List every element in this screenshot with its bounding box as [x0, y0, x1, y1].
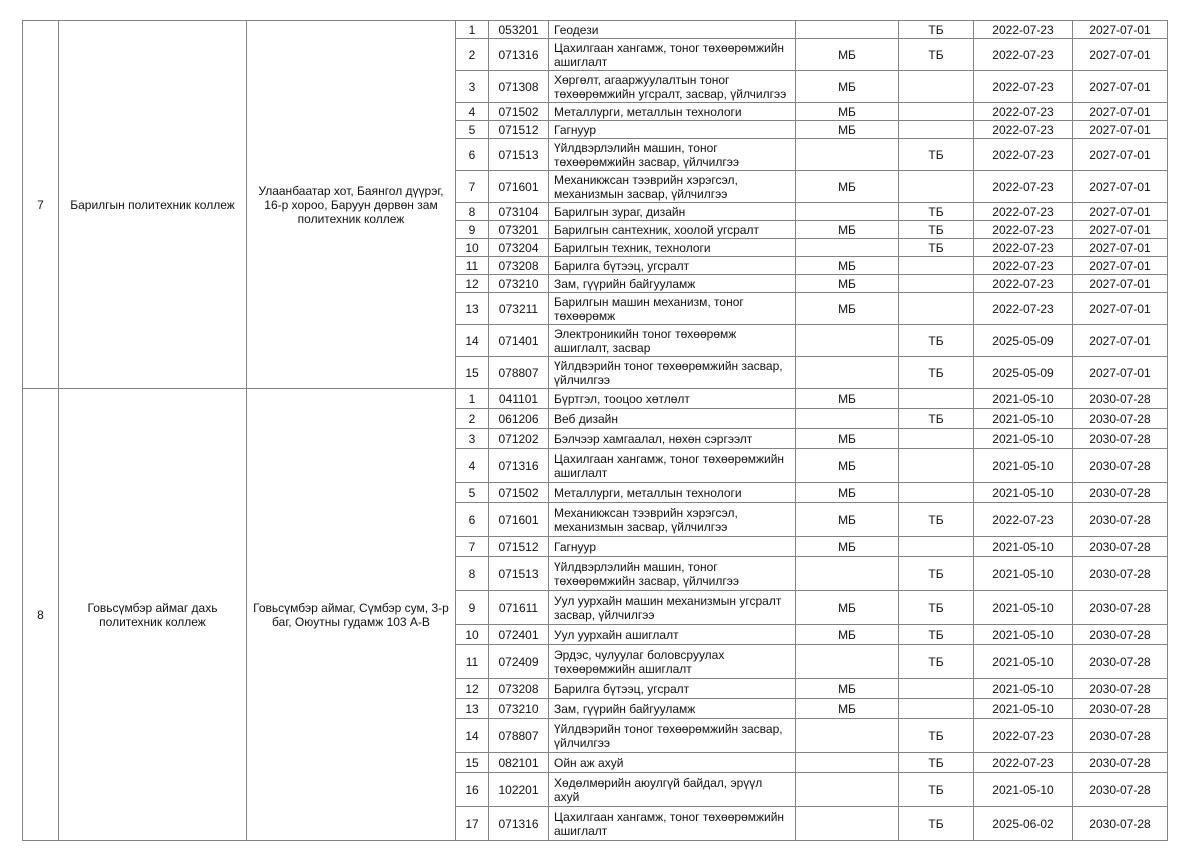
program-index-cell: 16	[456, 773, 489, 807]
mb-cell: МБ	[796, 679, 899, 699]
program-index-cell: 2	[456, 409, 489, 429]
program-name-cell: Веб дизайн	[549, 409, 796, 429]
mb-cell	[796, 807, 899, 841]
program-name-cell: Металлурги, металлын технологи	[549, 103, 796, 121]
end-date-cell: 2030-07-28	[1073, 449, 1168, 483]
tb-cell: ТБ	[899, 557, 974, 591]
tb-cell	[899, 449, 974, 483]
start-date-cell: 2025-05-09	[974, 357, 1073, 389]
program-name-cell: Барилгын машин механизм, тоног төхөөрөмж	[549, 293, 796, 325]
tb-cell: ТБ	[899, 773, 974, 807]
program-row	[23, 21, 1168, 39]
program-code-cell: 061206	[489, 409, 549, 429]
program-code-cell: 071202	[489, 429, 549, 449]
program-name-cell: Гагнуур	[549, 537, 796, 557]
program-name-cell: Үйлдвэрийн тоног төхөөрөмжийн засвар, үйлчилгээ	[549, 357, 796, 389]
start-date-cell: 2022-07-23	[974, 503, 1073, 537]
end-date-cell: 2030-07-28	[1073, 591, 1168, 625]
program-code-cell: 071502	[489, 103, 549, 121]
tb-cell: ТБ	[899, 719, 974, 753]
program-index-cell: 8	[456, 203, 489, 221]
tb-cell: ТБ	[899, 645, 974, 679]
start-date-cell: 2021-05-10	[974, 409, 1073, 429]
program-code-cell: 073208	[489, 257, 549, 275]
program-code-cell: 073208	[489, 679, 549, 699]
tb-cell: ТБ	[899, 139, 974, 171]
program-code-cell: 071512	[489, 121, 549, 139]
program-code-cell: 041101	[489, 389, 549, 409]
end-date-cell: 2027-07-01	[1073, 325, 1168, 357]
mb-cell: МБ	[796, 449, 899, 483]
program-name-cell: Бэлчээр хамгаалал, нөхөн сэргээлт	[549, 429, 796, 449]
program-name-cell: Цахилгаан хангамж, тоног төхөөрөмжийн ашиглалт	[549, 449, 796, 483]
mb-cell: МБ	[796, 293, 899, 325]
start-date-cell: 2022-07-23	[974, 257, 1073, 275]
end-date-cell: 2027-07-01	[1073, 121, 1168, 139]
tb-cell	[899, 679, 974, 699]
program-index-cell: 12	[456, 679, 489, 699]
program-code-cell: 071513	[489, 139, 549, 171]
tb-cell: ТБ	[899, 203, 974, 221]
program-name-cell: Цахилгаан хангамж, тоног төхөөрөмжийн ашиглалт	[549, 807, 796, 841]
tb-cell: ТБ	[899, 239, 974, 257]
mb-cell	[796, 139, 899, 171]
start-date-cell: 2021-05-10	[974, 429, 1073, 449]
mb-cell: МБ	[796, 625, 899, 645]
mb-cell: МБ	[796, 591, 899, 625]
mb-cell: МБ	[796, 483, 899, 503]
tb-cell: ТБ	[899, 591, 974, 625]
program-name-cell: Бүртгэл, тооцоо хөтлөлт	[549, 389, 796, 409]
program-name-cell: Электроникийн тоног төхөөрөмж ашиглалт, засвар	[549, 325, 796, 357]
tb-cell: ТБ	[899, 21, 974, 39]
program-index-cell: 1	[456, 21, 489, 39]
program-name-cell: Геодези	[549, 21, 796, 39]
end-date-cell: 2030-07-28	[1073, 503, 1168, 537]
mb-cell	[796, 325, 899, 357]
start-date-cell: 2021-05-10	[974, 625, 1073, 645]
end-date-cell: 2030-07-28	[1073, 537, 1168, 557]
program-index-cell: 4	[456, 449, 489, 483]
program-index-cell: 14	[456, 325, 489, 357]
program-index-cell: 10	[456, 625, 489, 645]
end-date-cell: 2027-07-01	[1073, 357, 1168, 389]
program-name-cell: Хөргөлт, агааржуулалтын тоног төхөөрөмжийн угсралт, засвар, үйлчилгээ	[549, 71, 796, 103]
program-index-cell: 3	[456, 429, 489, 449]
start-date-cell: 2021-05-10	[974, 645, 1073, 679]
program-index-cell: 5	[456, 483, 489, 503]
start-date-cell: 2022-07-23	[974, 139, 1073, 171]
tb-cell	[899, 121, 974, 139]
start-date-cell: 2022-07-23	[974, 221, 1073, 239]
mb-cell: МБ	[796, 257, 899, 275]
mb-cell	[796, 409, 899, 429]
start-date-cell: 2022-07-23	[974, 39, 1073, 71]
mb-cell	[796, 753, 899, 773]
program-name-cell: Зам, гүүрийн байгууламж	[549, 275, 796, 293]
mb-cell: МБ	[796, 537, 899, 557]
program-name-cell: Барилга бүтээц, угсралт	[549, 679, 796, 699]
end-date-cell: 2030-07-28	[1073, 429, 1168, 449]
program-index-cell: 2	[456, 39, 489, 71]
end-date-cell: 2027-07-01	[1073, 275, 1168, 293]
tb-cell	[899, 293, 974, 325]
program-code-cell: 071601	[489, 171, 549, 203]
tb-cell	[899, 257, 974, 275]
mb-cell: МБ	[796, 171, 899, 203]
program-code-cell: 071316	[489, 449, 549, 483]
program-index-cell: 10	[456, 239, 489, 257]
start-date-cell: 2021-05-10	[974, 483, 1073, 503]
mb-cell	[796, 21, 899, 39]
tb-cell	[899, 389, 974, 409]
program-name-cell: Уул уурхайн ашиглалт	[549, 625, 796, 645]
end-date-cell: 2027-07-01	[1073, 39, 1168, 71]
program-index-cell: 4	[456, 103, 489, 121]
program-index-cell: 6	[456, 139, 489, 171]
start-date-cell: 2022-07-23	[974, 275, 1073, 293]
program-index-cell: 3	[456, 71, 489, 103]
program-name-cell: Механикжсан тээврийн хэрэгсэл, механизмын засвар, үйлчилгээ	[549, 503, 796, 537]
tb-cell: ТБ	[899, 221, 974, 239]
mb-cell	[796, 645, 899, 679]
program-code-cell: 082101	[489, 753, 549, 773]
program-name-cell: Ойн аж ахуй	[549, 753, 796, 773]
program-index-cell: 11	[456, 257, 489, 275]
end-date-cell: 2030-07-28	[1073, 483, 1168, 503]
end-date-cell: 2030-07-28	[1073, 807, 1168, 841]
end-date-cell: 2027-07-01	[1073, 171, 1168, 203]
program-name-cell: Барилга бүтээц, угсралт	[549, 257, 796, 275]
tb-cell: ТБ	[899, 325, 974, 357]
end-date-cell: 2027-07-01	[1073, 239, 1168, 257]
program-code-cell: 078807	[489, 719, 549, 753]
start-date-cell: 2022-07-23	[974, 239, 1073, 257]
accreditation-table	[22, 20, 1168, 841]
tb-cell: ТБ	[899, 625, 974, 645]
table-body	[23, 21, 1168, 841]
program-index-cell: 8	[456, 557, 489, 591]
end-date-cell: 2030-07-28	[1073, 389, 1168, 409]
mb-cell	[796, 203, 899, 221]
tb-cell	[899, 171, 974, 203]
end-date-cell: 2030-07-28	[1073, 679, 1168, 699]
mb-cell	[796, 357, 899, 389]
program-index-cell: 13	[456, 293, 489, 325]
program-index-cell: 1	[456, 389, 489, 409]
end-date-cell: 2027-07-01	[1073, 203, 1168, 221]
college-name-cell: Барилгын политехник коллеж	[59, 21, 247, 389]
end-date-cell: 2027-07-01	[1073, 21, 1168, 39]
program-index-cell: 9	[456, 221, 489, 239]
start-date-cell: 2022-07-23	[974, 293, 1073, 325]
mb-cell: МБ	[796, 699, 899, 719]
program-index-cell: 6	[456, 503, 489, 537]
tb-cell	[899, 275, 974, 293]
program-name-cell: Хөдөлмөрийн аюулгүй байдал, эрүүл ахуй	[549, 773, 796, 807]
row-number-cell: 7	[23, 21, 59, 389]
start-date-cell: 2021-05-10	[974, 537, 1073, 557]
start-date-cell: 2021-05-10	[974, 591, 1073, 625]
mb-cell	[796, 557, 899, 591]
mb-cell	[796, 239, 899, 257]
end-date-cell: 2030-07-28	[1073, 719, 1168, 753]
end-date-cell: 2030-07-28	[1073, 625, 1168, 645]
start-date-cell: 2021-05-10	[974, 449, 1073, 483]
end-date-cell: 2027-07-01	[1073, 221, 1168, 239]
program-index-cell: 5	[456, 121, 489, 139]
tb-cell	[899, 429, 974, 449]
program-name-cell: Үйлдвэрлэлийн машин, тоног төхөөрөмжийн засвар, үйлчилгээ	[549, 139, 796, 171]
tb-cell: ТБ	[899, 503, 974, 537]
mb-cell: МБ	[796, 503, 899, 537]
program-code-cell: 073201	[489, 221, 549, 239]
start-date-cell: 2022-07-23	[974, 203, 1073, 221]
program-name-cell: Металлурги, металлын технологи	[549, 483, 796, 503]
start-date-cell: 2021-05-10	[974, 679, 1073, 699]
program-name-cell: Цахилгаан хангамж, тоног төхөөрөмжийн ашиглалт	[549, 39, 796, 71]
program-index-cell: 15	[456, 753, 489, 773]
tb-cell: ТБ	[899, 357, 974, 389]
program-name-cell: Уул уурхайн машин механизмын угсралт засвар, үйлчилгээ	[549, 591, 796, 625]
end-date-cell: 2027-07-01	[1073, 257, 1168, 275]
end-date-cell: 2027-07-01	[1073, 139, 1168, 171]
end-date-cell: 2027-07-01	[1073, 293, 1168, 325]
start-date-cell: 2022-07-23	[974, 719, 1073, 753]
program-code-cell: 071316	[489, 39, 549, 71]
end-date-cell: 2030-07-28	[1073, 773, 1168, 807]
mb-cell: МБ	[796, 39, 899, 71]
college-address-cell: Улаанбаатар хот, Баянгол дүүрэг, 16-р хороо, Баруун дөрвөн зам политехник коллеж	[247, 21, 456, 389]
tb-cell: ТБ	[899, 39, 974, 71]
program-code-cell: 071308	[489, 71, 549, 103]
start-date-cell: 2025-05-09	[974, 325, 1073, 357]
program-index-cell: 17	[456, 807, 489, 841]
program-code-cell: 072401	[489, 625, 549, 645]
program-code-cell: 078807	[489, 357, 549, 389]
program-index-cell: 15	[456, 357, 489, 389]
program-name-cell: Зам, гүүрийн байгууламж	[549, 699, 796, 719]
program-code-cell: 073204	[489, 239, 549, 257]
start-date-cell: 2022-07-23	[974, 103, 1073, 121]
program-name-cell: Үйлдвэрлэлийн машин, тоног төхөөрөмжийн засвар, үйлчилгээ	[549, 557, 796, 591]
program-code-cell: 053201	[489, 21, 549, 39]
college-name-cell: Говьсүмбэр аймаг дахь политехник коллеж	[59, 389, 247, 841]
end-date-cell: 2030-07-28	[1073, 753, 1168, 773]
program-name-cell: Гагнуур	[549, 121, 796, 139]
start-date-cell: 2021-05-10	[974, 699, 1073, 719]
program-code-cell: 071401	[489, 325, 549, 357]
start-date-cell: 2022-07-23	[974, 71, 1073, 103]
mb-cell: МБ	[796, 389, 899, 409]
program-index-cell: 7	[456, 537, 489, 557]
program-index-cell: 11	[456, 645, 489, 679]
program-index-cell: 7	[456, 171, 489, 203]
tb-cell: ТБ	[899, 753, 974, 773]
end-date-cell: 2030-07-28	[1073, 645, 1168, 679]
tb-cell	[899, 103, 974, 121]
college-address-cell: Говьсүмбэр аймаг, Сүмбэр сум, 3-р баг, Оюутны гудамж 103 А-В	[247, 389, 456, 841]
program-name-cell: Барилгын сантехник, хоолой угсралт	[549, 221, 796, 239]
program-index-cell: 9	[456, 591, 489, 625]
end-date-cell: 2027-07-01	[1073, 103, 1168, 121]
program-name-cell: Барилгын техник, технологи	[549, 239, 796, 257]
program-code-cell: 071601	[489, 503, 549, 537]
mb-cell: МБ	[796, 121, 899, 139]
start-date-cell: 2022-07-23	[974, 121, 1073, 139]
program-name-cell: Үйлдвэрийн тоног төхөөрөмжийн засвар, үйлчилгээ	[549, 719, 796, 753]
tb-cell: ТБ	[899, 807, 974, 841]
program-name-cell: Механикжсан тээврийн хэрэгсэл, механизмын засвар, үйлчилгээ	[549, 171, 796, 203]
start-date-cell: 2022-07-23	[974, 21, 1073, 39]
end-date-cell: 2030-07-28	[1073, 557, 1168, 591]
end-date-cell: 2030-07-28	[1073, 699, 1168, 719]
program-index-cell: 13	[456, 699, 489, 719]
tb-cell	[899, 483, 974, 503]
program-code-cell: 071513	[489, 557, 549, 591]
program-name-cell: Эрдэс, чулуулаг боловсруулах төхөөрөмжийн ашиглалт	[549, 645, 796, 679]
mb-cell	[796, 719, 899, 753]
program-code-cell: 073211	[489, 293, 549, 325]
start-date-cell: 2025-06-02	[974, 807, 1073, 841]
start-date-cell: 2021-05-10	[974, 389, 1073, 409]
mb-cell: МБ	[796, 275, 899, 293]
row-number-cell: 8	[23, 389, 59, 841]
program-code-cell: 073104	[489, 203, 549, 221]
tb-cell: ТБ	[899, 409, 974, 429]
end-date-cell: 2027-07-01	[1073, 71, 1168, 103]
program-row	[23, 389, 1168, 409]
tb-cell	[899, 699, 974, 719]
program-index-cell: 14	[456, 719, 489, 753]
tb-cell	[899, 537, 974, 557]
program-code-cell: 073210	[489, 699, 549, 719]
program-code-cell: 071316	[489, 807, 549, 841]
program-index-cell: 12	[456, 275, 489, 293]
start-date-cell: 2022-07-23	[974, 753, 1073, 773]
start-date-cell: 2021-05-10	[974, 773, 1073, 807]
program-name-cell: Барилгын зураг, дизайн	[549, 203, 796, 221]
program-code-cell: 073210	[489, 275, 549, 293]
mb-cell: МБ	[796, 429, 899, 449]
start-date-cell: 2022-07-23	[974, 171, 1073, 203]
start-date-cell: 2021-05-10	[974, 557, 1073, 591]
program-code-cell: 071512	[489, 537, 549, 557]
program-code-cell: 071502	[489, 483, 549, 503]
program-code-cell: 071611	[489, 591, 549, 625]
mb-cell: МБ	[796, 71, 899, 103]
end-date-cell: 2030-07-28	[1073, 409, 1168, 429]
tb-cell	[899, 71, 974, 103]
program-code-cell: 102201	[489, 773, 549, 807]
mb-cell: МБ	[796, 221, 899, 239]
program-code-cell: 072409	[489, 645, 549, 679]
mb-cell	[796, 773, 899, 807]
mb-cell: МБ	[796, 103, 899, 121]
